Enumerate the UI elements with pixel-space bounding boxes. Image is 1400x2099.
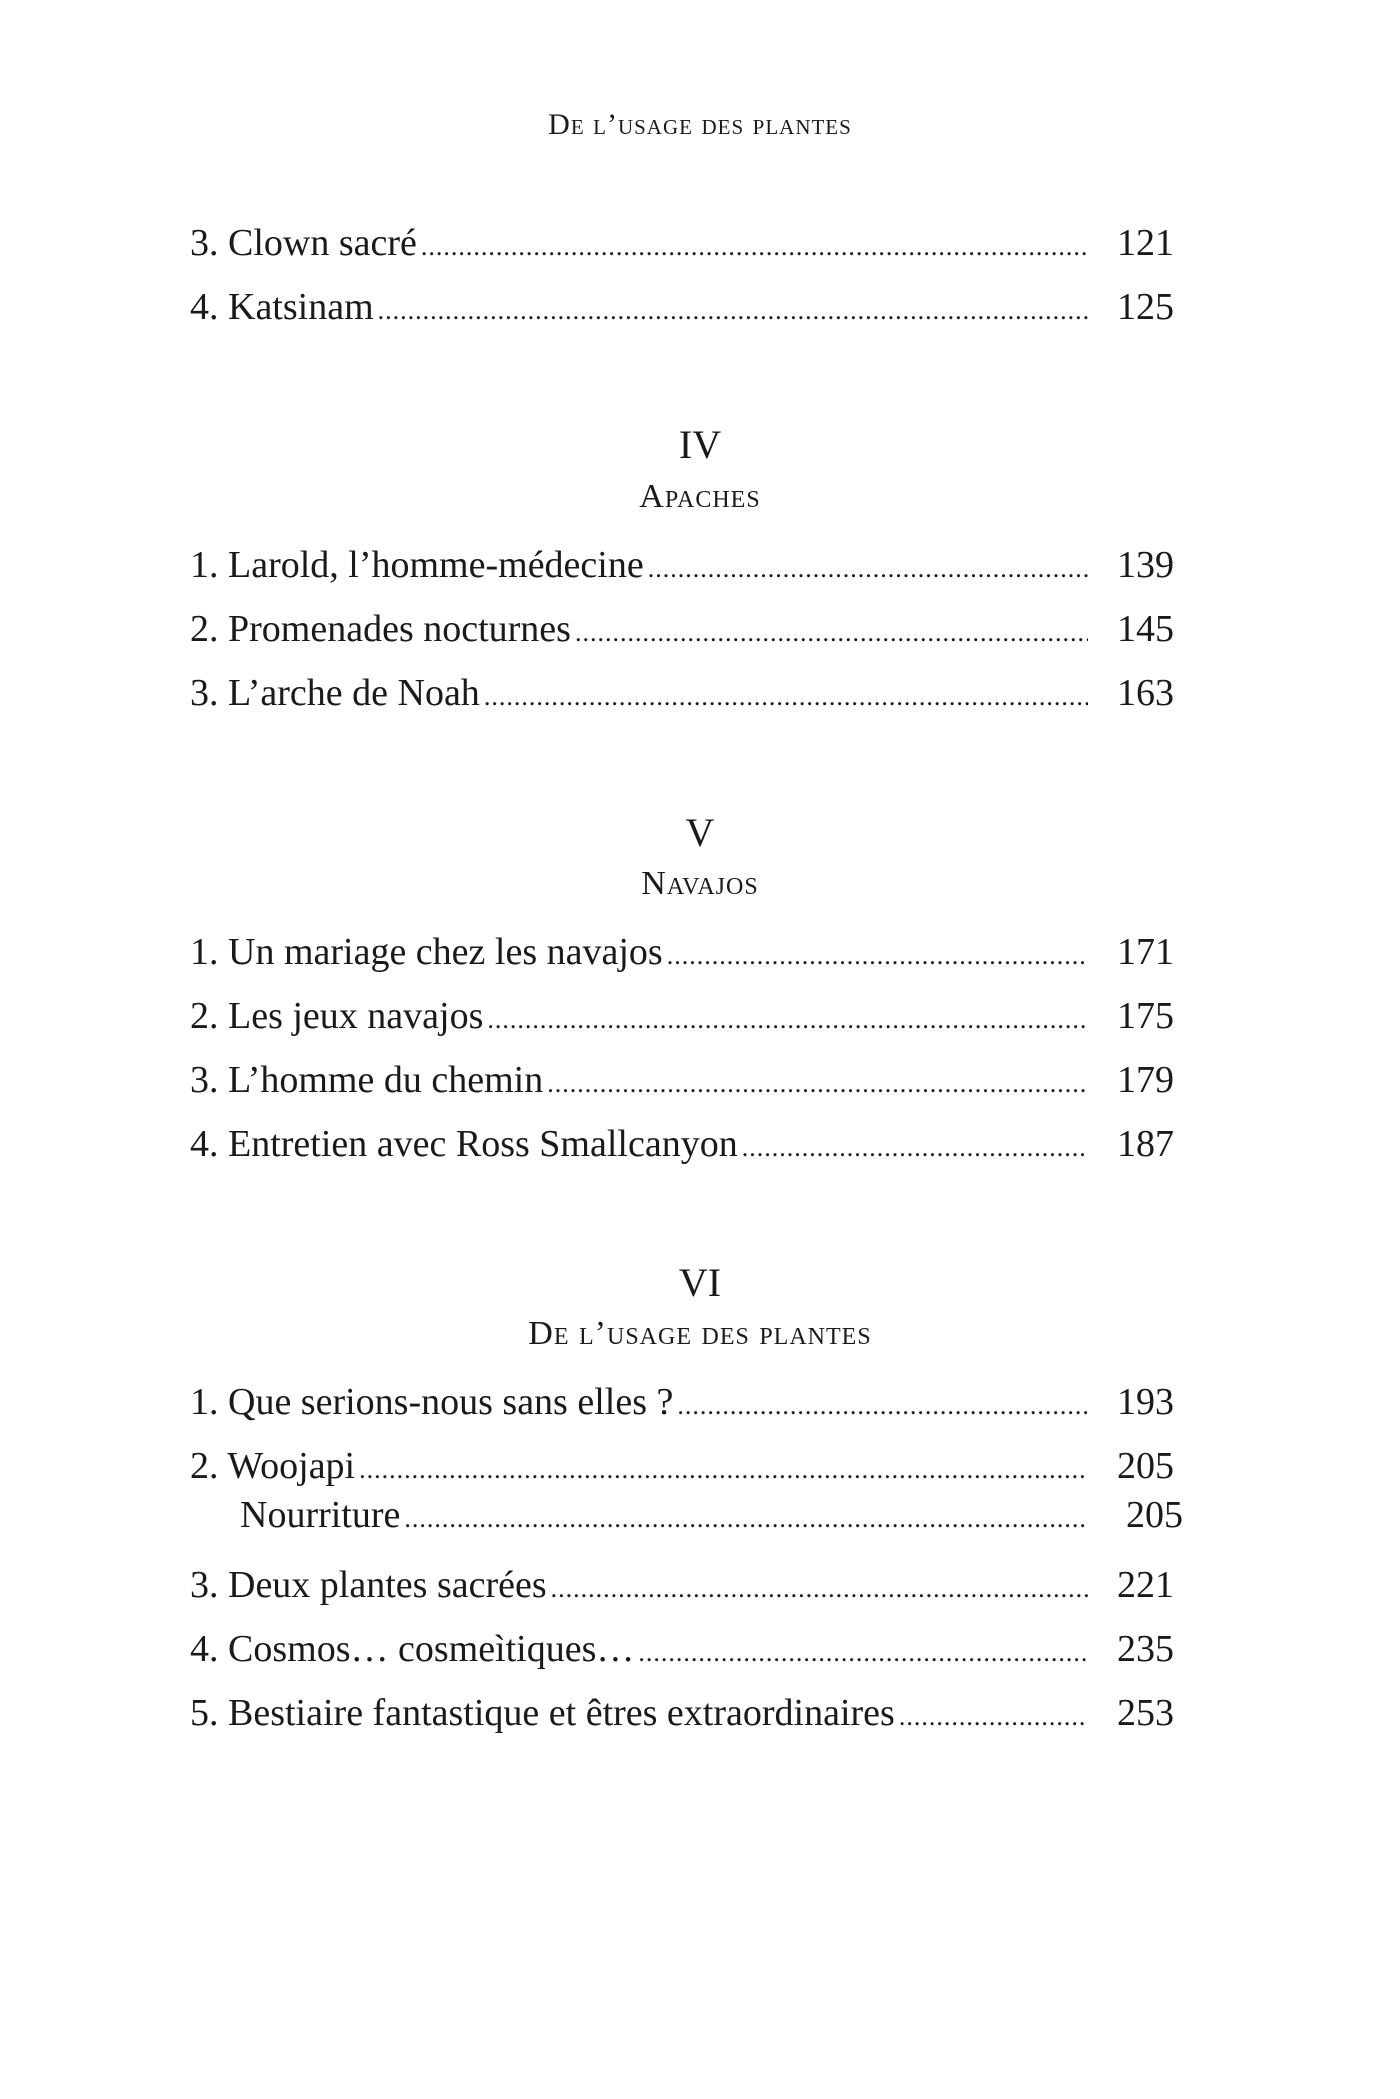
entry-page: 171 (1117, 931, 1174, 973)
leader-dots (547, 1059, 1088, 1109)
leader-dots (638, 1628, 1088, 1678)
section-number: V (685, 810, 715, 855)
toc-subentry (240, 1490, 1183, 1540)
entry-page: 121 (1117, 222, 1174, 264)
toc-entry (190, 1624, 1174, 1674)
toc-entry (190, 1119, 1174, 1169)
toc-entry (190, 991, 1174, 1041)
entry-page: 145 (1117, 608, 1174, 650)
leader-dots (378, 286, 1088, 336)
section-title: Navajos (641, 865, 759, 902)
leader-dots (404, 1494, 1088, 1544)
toc-entry (190, 668, 1174, 718)
entry-title: 3. Clown sacré (190, 222, 417, 264)
toc-entry (190, 218, 1174, 268)
leader-dots (487, 995, 1088, 1045)
entry-page: 221 (1117, 1564, 1174, 1606)
entry-title: 2. Les jeux navajos (190, 995, 484, 1037)
leader-dots (667, 931, 1088, 981)
leader-dots (421, 222, 1088, 272)
entry-page: 193 (1117, 1381, 1174, 1423)
entry-title: 1. Un mariage chez les navajos (190, 931, 663, 973)
section-title: Apaches (639, 478, 761, 515)
section-title: De l’usage des plantes (528, 1315, 872, 1352)
entry-page: 253 (1117, 1692, 1174, 1734)
toc-entry (190, 1688, 1174, 1738)
entry-title: 3. L’arche de Noah (190, 672, 480, 714)
leader-dots (742, 1123, 1088, 1173)
section-number: IV (678, 422, 722, 467)
toc-entry (190, 604, 1174, 654)
leader-dots (575, 608, 1088, 658)
toc-entry (190, 540, 1174, 590)
toc-entry (190, 282, 1174, 332)
entry-title: 1. Larold, l’homme-médecine (190, 544, 644, 586)
leader-dots (648, 544, 1088, 594)
entry-page: 187 (1117, 1123, 1174, 1165)
entry-page: 235 (1117, 1628, 1174, 1670)
entry-title: 1. Que serions-nous sans elles ? (190, 1381, 674, 1423)
entry-title: Nourriture (240, 1494, 401, 1536)
toc-entry (190, 1055, 1174, 1105)
entry-title: 3. L’homme du chemin (190, 1059, 544, 1101)
leader-dots (484, 672, 1088, 722)
entry-page: 179 (1117, 1059, 1174, 1101)
entry-page: 205 (1126, 1494, 1183, 1536)
leader-dots (359, 1445, 1088, 1495)
toc-entry (190, 1377, 1174, 1427)
running-head: De l’usage des plantes (548, 108, 852, 141)
entry-title: 2. Woojapi (190, 1445, 356, 1487)
entry-page: 139 (1117, 544, 1174, 586)
entry-title: 4. Katsinam (190, 286, 374, 328)
toc-entry (190, 1441, 1174, 1491)
leader-dots (899, 1692, 1088, 1742)
entry-page: 125 (1117, 286, 1174, 328)
entry-title: 2. Promenades nocturnes (190, 608, 571, 650)
entry-title: 5. Bestiaire fantastique et êtres extraordinaires (190, 1692, 895, 1734)
toc-entry (190, 927, 1174, 977)
entry-page: 163 (1117, 672, 1174, 714)
entry-page: 205 (1117, 1445, 1174, 1487)
entry-title: 4. Cosmos… cosmeìtiques… (190, 1628, 635, 1670)
entry-title: 3. Deux plantes sacrées (190, 1564, 547, 1606)
leader-dots (551, 1564, 1088, 1614)
leader-dots (677, 1381, 1088, 1431)
toc-entry (190, 1560, 1174, 1610)
entry-page: 175 (1117, 995, 1174, 1037)
entry-title: 4. Entretien avec Ross Smallcanyon (190, 1123, 738, 1165)
section-number: VI (678, 1260, 722, 1305)
